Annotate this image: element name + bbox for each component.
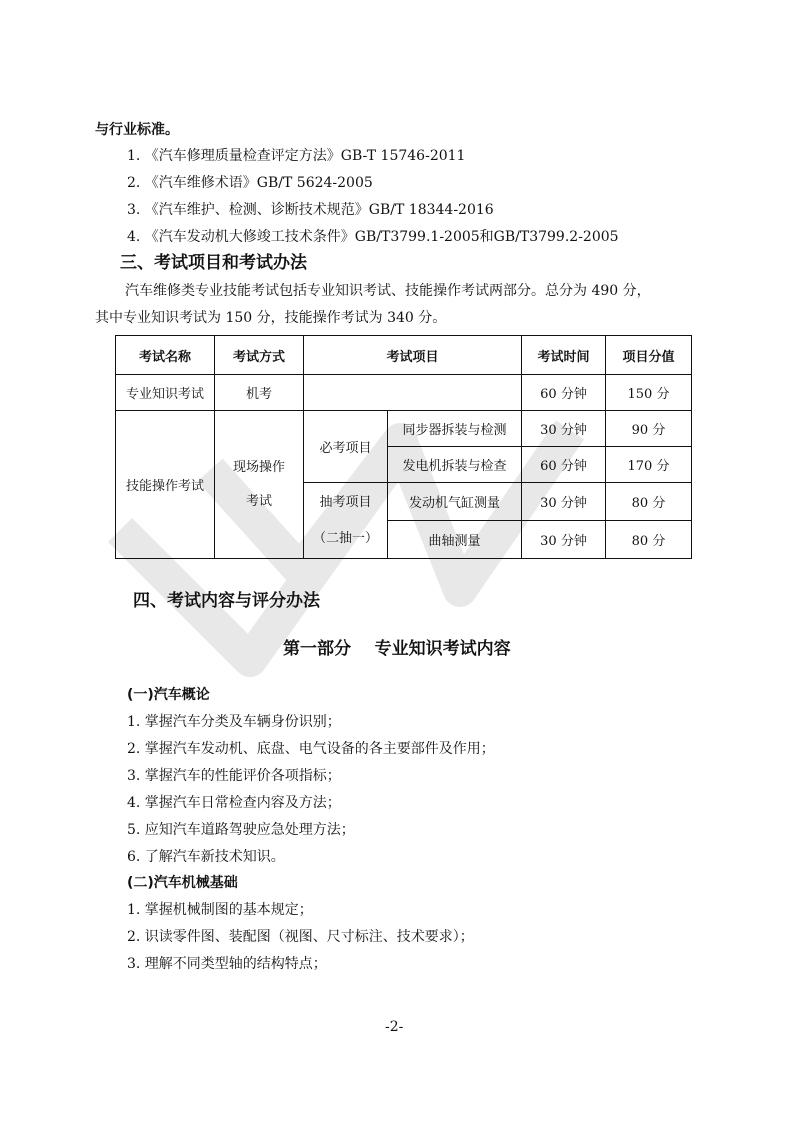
header-exam-method: 考试方式 xyxy=(215,336,304,375)
section-4-heading: 四、考试内容与评分办法 xyxy=(133,591,320,611)
sub-1-item-1: 1. 掌握汽车分类及车辆身份识别； xyxy=(127,714,341,730)
skill-item-2-name: 发电机拆装与检查 xyxy=(388,447,522,483)
section-3-para-line1: 汽车维修类专业技能考试包括专业知识考试、技能操作考试两部分。总分为 490 分， xyxy=(125,283,651,299)
skill-item-3-name: 发动机气缸测量 xyxy=(388,483,522,521)
optional-label xyxy=(304,483,388,559)
skill-method-line1: 现场操作 xyxy=(232,459,285,475)
knowledge-project xyxy=(304,375,522,411)
sub-2-title: (二)汽车机械基础 xyxy=(127,875,238,891)
knowledge-method: 机考 xyxy=(215,375,304,411)
section-3-heading: 三、考试项目和考试办法 xyxy=(120,253,307,273)
skill-item-1-score: 90 分 xyxy=(606,411,692,447)
header-exam-name: 考试名称 xyxy=(116,336,215,375)
part-title: 第一部分 专业知识考试内容 xyxy=(283,639,511,659)
header-project-score: 项目分值 xyxy=(606,336,692,375)
sub-1-item-5: 5. 应知汽车道路驾驶应急处理方法； xyxy=(127,822,355,838)
section-3-para-line2: 其中专业知识考试为 150 分，技能操作考试为 340 分。 xyxy=(95,310,447,326)
skill-item-4-score: 80 分 xyxy=(606,521,692,559)
table-row-skill-1 xyxy=(116,411,692,447)
intro-line: 与行业标准。 xyxy=(95,122,179,138)
page-number: -2- xyxy=(385,1019,404,1035)
knowledge-time: 60 分钟 xyxy=(522,375,606,411)
skill-item-1-time: 30 分钟 xyxy=(522,411,606,447)
optional-label-line1: 抽考项目 xyxy=(319,494,372,510)
sub-1-item-6: 6. 了解汽车新技术知识。 xyxy=(127,849,285,865)
standard-item-3: 3. 《汽车维护、检测、诊断技术规范》GB/T 18344-2016 xyxy=(127,202,494,218)
standard-item-2: 2. 《汽车维修术语》GB/T 5624-2005 xyxy=(127,175,373,191)
skill-item-4-time: 30 分钟 xyxy=(522,521,606,559)
sub-2-item-3: 3. 理解不同类型轴的结构特点； xyxy=(127,956,327,972)
skill-item-4-name: 曲轴测量 xyxy=(388,521,522,559)
sub-2-item-2: 2. 识读零件图、装配图（视图、尺寸标注、技术要求）； xyxy=(127,929,474,945)
skill-item-3-score: 80 分 xyxy=(606,483,692,521)
skill-item-2-time: 60 分钟 xyxy=(522,447,606,483)
skill-method-line2: 考试 xyxy=(245,493,272,509)
skill-item-1-name: 同步器拆装与检测 xyxy=(388,411,522,447)
knowledge-name: 专业知识考试 xyxy=(116,375,215,411)
knowledge-score: 150 分 xyxy=(606,375,692,411)
table-header-row xyxy=(116,336,692,375)
sub-1-item-3: 3. 掌握汽车的性能评价各项指标； xyxy=(127,768,341,784)
standard-item-4: 4. 《汽车发动机大修竣工技术条件》GB/T3799.1-2005和GB/T3799.2-2005 xyxy=(127,229,619,245)
header-exam-time: 考试时间 xyxy=(522,336,606,375)
sub-2-item-1: 1. 掌握机械制图的基本规定； xyxy=(127,902,313,918)
optional-label-line2: （二抽一） xyxy=(312,530,378,546)
required-label: 必考项目 xyxy=(304,411,388,483)
exam-table xyxy=(115,335,692,559)
skill-item-3-time: 30 分钟 xyxy=(522,483,606,521)
sub-1-title: (一)汽车概论 xyxy=(127,687,210,703)
header-exam-project: 考试项目 xyxy=(304,336,522,375)
standard-item-1: 1. 《汽车修理质量检查评定方法》GB-T 15746-2011 xyxy=(127,148,466,164)
skill-method xyxy=(215,411,304,559)
sub-1-item-2: 2. 掌握汽车发动机、底盘、电气设备的各主要部件及作用； xyxy=(127,741,495,757)
skill-item-2-score: 170 分 xyxy=(606,447,692,483)
sub-1-item-4: 4. 掌握汽车日常检查内容及方法； xyxy=(127,795,341,811)
skill-name: 技能操作考试 xyxy=(116,411,215,559)
table-row-knowledge xyxy=(116,375,692,411)
